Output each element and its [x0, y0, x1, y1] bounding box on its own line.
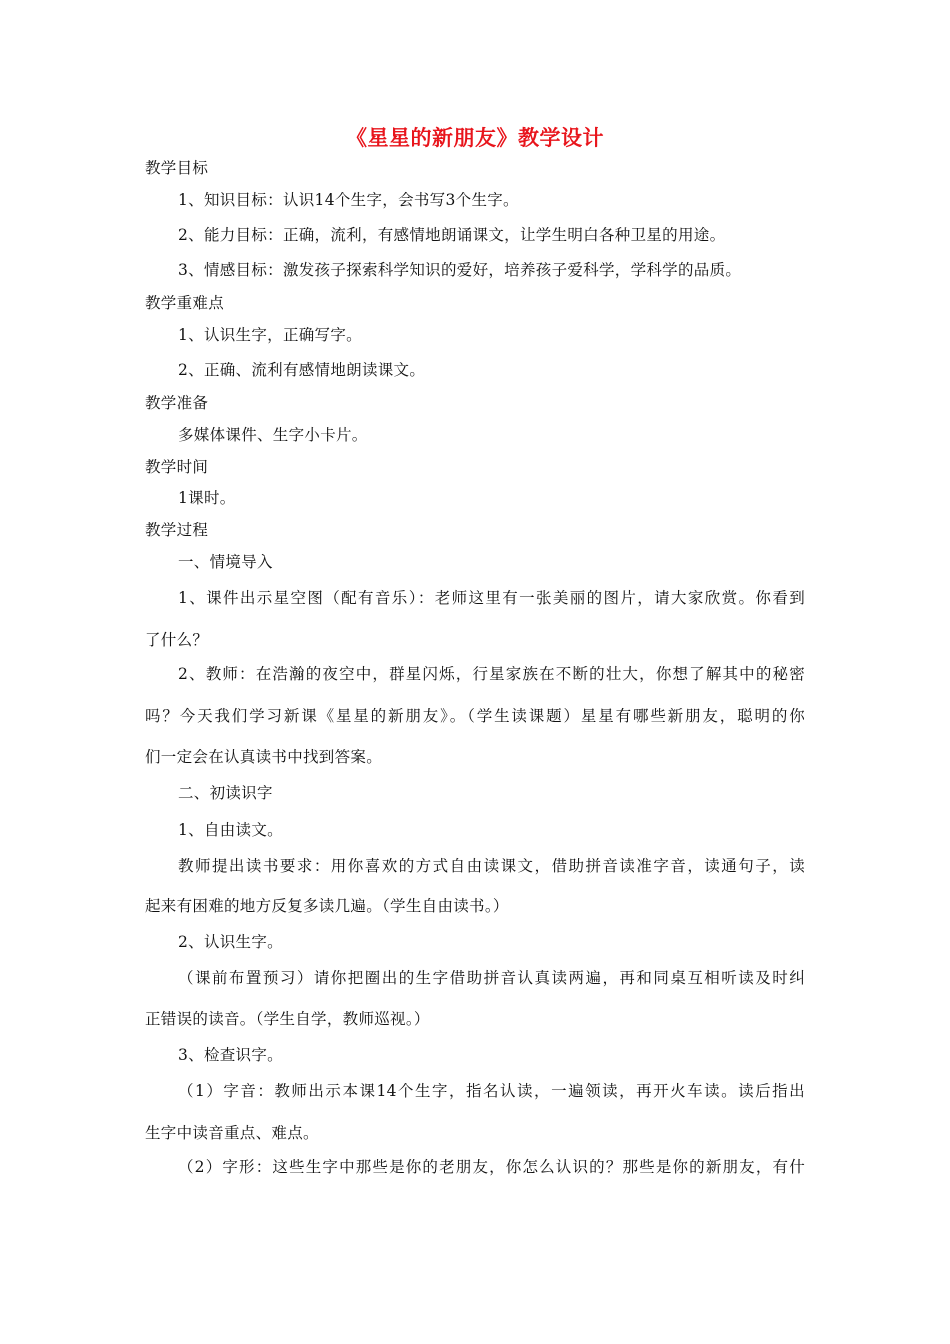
- goals-heading: 教学目标: [145, 159, 209, 177]
- paragraph-line: 们一定会在认真读书中找到答案。: [145, 748, 383, 766]
- paragraph-line: （2）字形：这些生字中那些是你的老朋友，你怎么认识的？那些是你的新朋友，有什: [178, 1158, 805, 1176]
- key-point-2: 2、正确、流利有感情地朗读课文。: [178, 361, 426, 379]
- paragraph-line: 2、教师：在浩瀚的夜空中，群星闪烁，行星家族在不断的壮大，你想了解其中的秘密: [178, 665, 805, 683]
- goal-2: 2、能力目标：正确，流利，有感情地朗诵课文，让学生明白各种卫星的用途。: [178, 226, 726, 244]
- paragraph-line: （1）字音：教师出示本课14个生字，指名认读，一遍领读，再开火车读。读后指出: [178, 1082, 805, 1100]
- paragraph-line: 教师提出读书要求：用你喜欢的方式自由读课文，借助拼音读准字音，读通句子，读: [178, 857, 805, 875]
- goal-1: 1、知识目标：认识14个生字，会书写3个生字。: [178, 191, 519, 209]
- paragraph-line: 起来有困难的地方反复多读几遍。（学生自由读书。）: [145, 897, 509, 915]
- paragraph-line: （课前布置预习）请你把圈出的生字借助拼音认真读两遍，再和同桌互相听读及时纠: [178, 969, 805, 987]
- key-heading: 教学重难点: [145, 294, 225, 312]
- step-1-heading: 一、情境导入: [178, 553, 273, 571]
- goal-3: 3、情感目标：激发孩子探索科学知识的爱好，培养孩子爱科学，学科学的品质。: [178, 261, 742, 279]
- step-2-heading: 二、初读识字: [178, 784, 273, 802]
- paragraph-line: 生字中读音重点、难点。: [145, 1124, 319, 1142]
- step-2-sub-2: 2、认识生字。: [178, 933, 283, 951]
- paragraph-line: 了什么？: [145, 631, 209, 649]
- key-point-1: 1、认识生字，正确写字。: [178, 326, 362, 344]
- step-2-sub-1: 1、自由读文。: [178, 821, 283, 839]
- prep-heading: 教学准备: [145, 394, 209, 412]
- time-heading: 教学时间: [145, 458, 209, 476]
- paragraph-line: 正错误的读音。（学生自学，教师巡视。）: [145, 1010, 430, 1028]
- paragraph-line: 吗？今天我们学习新课《星星的新朋友》。（学生读课题）星星有哪些新朋友，聪明的你: [145, 707, 805, 725]
- process-heading: 教学过程: [145, 521, 209, 539]
- step-2-sub-3: 3、检查识字。: [178, 1046, 283, 1064]
- prep-item: 多媒体课件、生字小卡片。: [178, 426, 368, 444]
- document-title: 《星星的新朋友》教学设计: [346, 125, 604, 150]
- paragraph-line: 1、课件出示星空图（配有音乐）：老师这里有一张美丽的图片，请大家欣赏。你看到: [178, 589, 805, 607]
- time-item: 1课时。: [178, 489, 236, 507]
